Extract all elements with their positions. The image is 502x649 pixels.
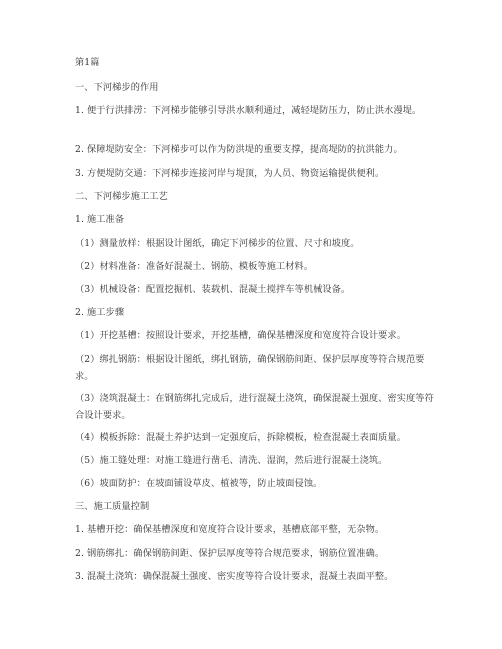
subheading-preparation: 1. 施工准备 <box>75 214 125 225</box>
paragraph-quality-2: 2. 钢筋绑扎：确保钢筋间距、保护层厚度等符合规范要求，钢筋位置准确。 <box>75 548 385 559</box>
section-heading-quality: 三、施工质量控制 <box>75 501 150 512</box>
paragraph-prep-3: （3）机械设备：配置挖掘机、装载机、混凝土搅拌车等机械设备。 <box>75 284 351 295</box>
subheading-steps: 2. 施工步骤 <box>75 307 125 318</box>
paragraph-role-3: 3. 方便堤防交通：下河梯步连接河岸与堤顶，为人员、物资运输提供便利。 <box>75 168 385 179</box>
paragraph-quality-1: 1. 基槽开挖：确保基槽深度和宽度符合设计要求，基槽底部平整，无杂物。 <box>75 524 385 535</box>
paragraph-step-3: （3）浇筑混凝土：在钢筋绑扎完成后，进行混凝土浇筑，确保混凝土强度、密实度等符合设计要求。 <box>75 393 434 421</box>
paragraph-prep-2: （2）材料准备：准备好混凝土、钢筋、模板等施工材料。 <box>75 261 314 272</box>
paragraph-role-2: 2. 保障堤防安全：下河梯步可以作为防洪堤的重要支撑，提高堤防的抗洪能力。 <box>75 144 403 155</box>
section-heading-role: 一、下河梯步的作用 <box>75 82 159 93</box>
paragraph-prep-1: （1）测量放样：根据设计图纸，确定下河梯步的位置、尺寸和坡度。 <box>75 238 360 249</box>
paragraph-quality-3: 3. 混凝土浇筑：确保混凝土强度、密实度等符合设计要求，混凝土表面平整。 <box>75 571 394 582</box>
paragraph-step-2: （2）绑扎钢筋：根据设计图纸，绑扎钢筋，确保钢筋间距、保护层厚度等符合规范要求。 <box>75 354 425 382</box>
paragraph-step-4: （4）模板拆除：混凝土养护达到一定强度后，拆除模板，检查混凝土表面质量。 <box>75 432 407 443</box>
paragraph-role-1: 1. 便于行洪排涝：下河梯步能够引导洪水顺利通过，减轻堤防压力，防止洪水漫堤。 <box>75 105 422 116</box>
paragraph-step-5: （5）施工缝处理：对施工缝进行凿毛、清洗、湿润，然后进行混凝土浇筑。 <box>75 455 388 466</box>
section-heading-process: 二、下河梯步施工工艺 <box>75 191 168 202</box>
paragraph-step-1: （1）开挖基槽：按照设计要求，开挖基槽，确保基槽深度和宽度符合设计要求。 <box>75 330 407 341</box>
paragraph-step-6: （6）坡面防护：在坡面铺设草皮、植被等，防止坡面侵蚀。 <box>75 478 323 489</box>
document-title: 第1篇 <box>75 57 100 68</box>
